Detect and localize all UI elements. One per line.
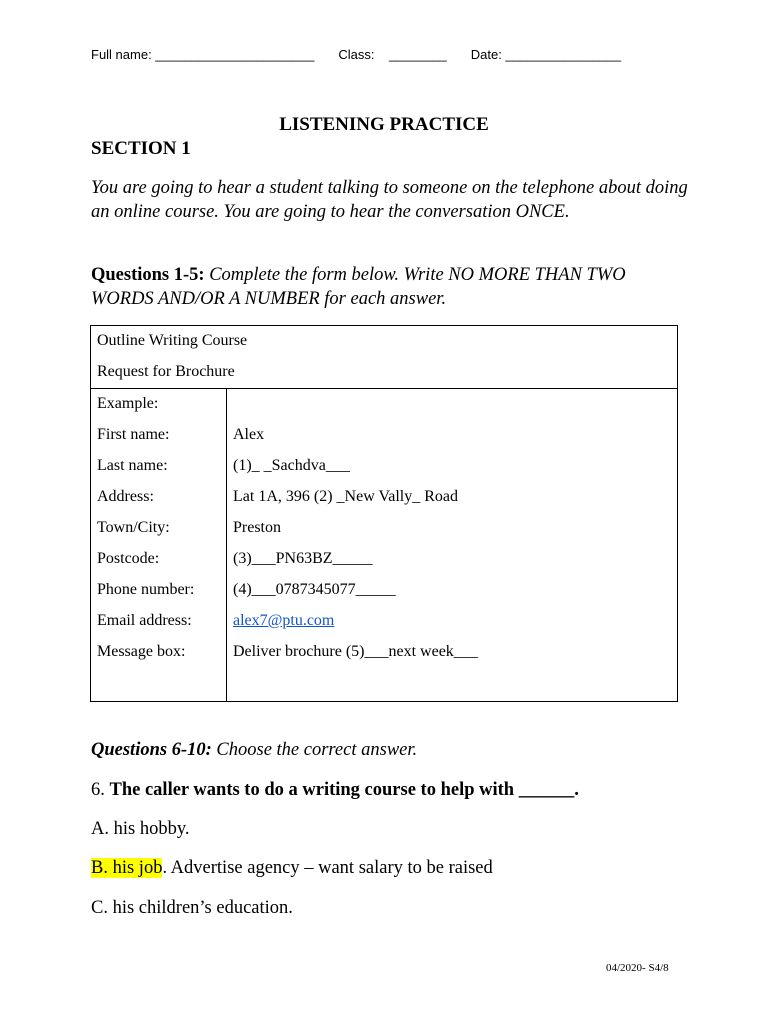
label-email-address: Email address: xyxy=(97,612,192,629)
label-phone-number: Phone number: xyxy=(97,581,195,598)
questions-6-10-instruction xyxy=(91,740,417,761)
value-last-name[interactable]: (1)_ _Sachdva___ xyxy=(233,457,350,474)
student-info-header xyxy=(91,47,645,62)
value-address[interactable]: Lat 1A, 396 (2) _New Vally_ Road xyxy=(233,488,458,505)
value-email-address xyxy=(233,606,671,637)
class-field[interactable]: Class: ________ xyxy=(338,47,447,62)
email-link[interactable]: alex7@ptu.com xyxy=(233,612,335,629)
value-message-box[interactable]: Deliver brochure (5)___next week___ xyxy=(233,643,478,660)
intro-text: You are going to hear a student talking to someone on the telephone about doing an online course. You are going to hear the conversation ONCE. xyxy=(91,178,688,222)
questions-6-10-label: Questions 6-10: xyxy=(91,740,212,760)
form-heading-request: Request for Brochure xyxy=(97,363,235,380)
page-title: LISTENING PRACTICE xyxy=(279,114,489,135)
questions-1-5-label: Questions 1-5: xyxy=(91,265,205,285)
value-first-name: Alex xyxy=(233,426,265,443)
page-footer: 04/2020- S4/8 xyxy=(606,962,669,974)
section-heading: SECTION 1 xyxy=(91,138,191,159)
question-6 xyxy=(91,780,579,801)
questions-1-5-instruction xyxy=(91,263,691,311)
option-b-highlighted-answer: B. his job xyxy=(91,858,163,878)
brochure-request-form xyxy=(90,325,678,702)
questions-6-10-text: Choose the correct answer. xyxy=(216,740,418,760)
form-body-row xyxy=(91,389,678,702)
example-label: Example: xyxy=(97,395,159,412)
option-c[interactable]: C. his children’s education. xyxy=(91,898,293,918)
label-town-city: Town/City: xyxy=(97,519,170,536)
option-a[interactable]: A. his hobby. xyxy=(91,819,190,839)
value-town-city: Preston xyxy=(233,519,281,536)
option-b-note: . Advertise agency – want salary to be raised xyxy=(162,858,493,878)
date-field[interactable]: Date: ________________ xyxy=(470,47,622,62)
value-postcode[interactable]: (3)___PN63BZ_____ xyxy=(233,550,373,567)
value-phone-number[interactable]: (4)___0787345077_____ xyxy=(233,581,396,598)
label-last-name: Last name: xyxy=(97,457,168,474)
label-message-box: Message box: xyxy=(97,643,186,660)
form-heading-course: Outline Writing Course xyxy=(97,332,248,349)
label-address: Address: xyxy=(97,488,154,505)
example-value-empty xyxy=(233,389,671,420)
label-first-name: First name: xyxy=(97,426,170,443)
full-name-field[interactable]: Full name: ______________________ xyxy=(91,47,315,62)
questions-1-5-text: Complete the form below. Write NO MORE THAN TWO WORDS AND/OR A NUMBER for each answer. xyxy=(91,265,626,309)
question-6-text: The caller wants to do a writing course to help with ______. xyxy=(109,780,579,800)
label-postcode: Postcode: xyxy=(97,550,160,567)
question-6-number: 6. xyxy=(91,780,105,800)
form-header-row xyxy=(91,326,678,389)
option-b[interactable] xyxy=(91,858,493,879)
